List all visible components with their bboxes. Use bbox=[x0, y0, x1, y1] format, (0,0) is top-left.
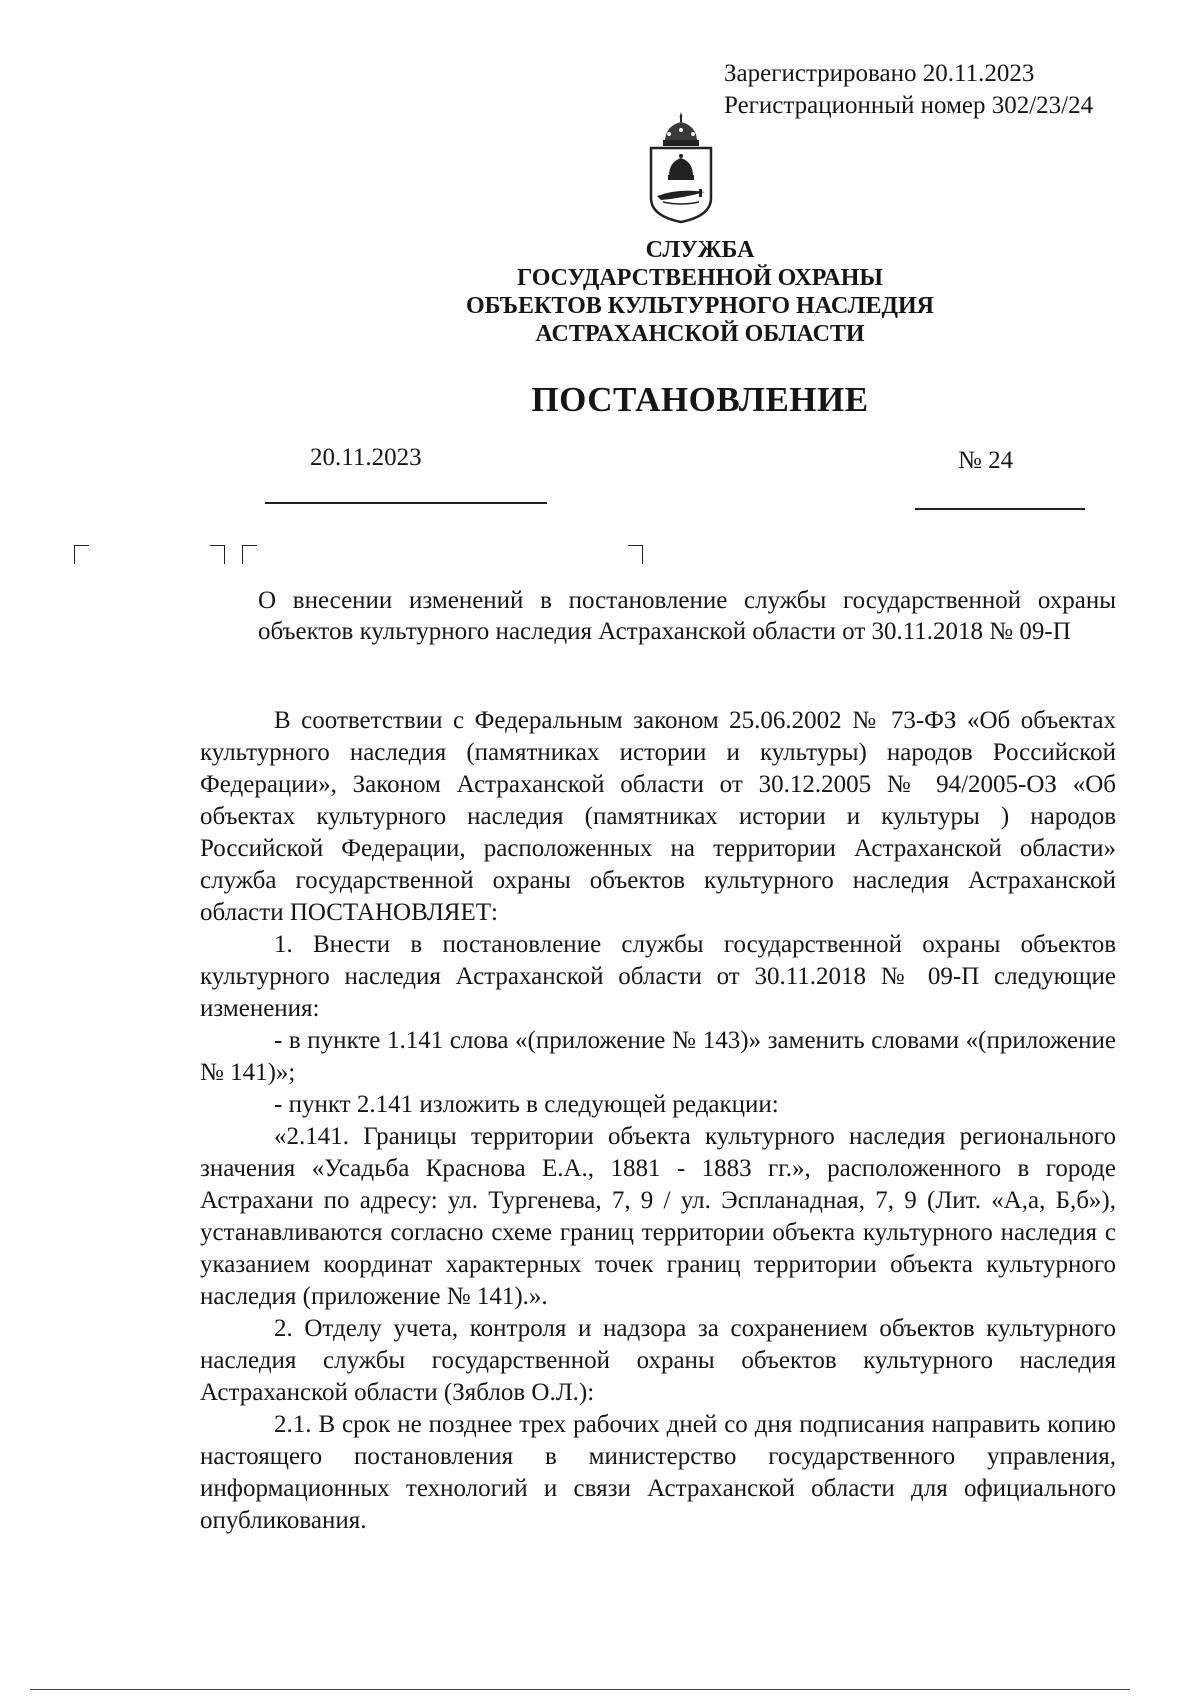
change-paragraph: - пункт 2.141 изложить в следующей редакции: bbox=[274, 1091, 779, 1118]
number-underline bbox=[915, 508, 1085, 510]
new-wording-paragraph: «2.141. Границы территории объекта культурного наследия регионального значения «Усадьба Краснова Е.А., 1881 - 1883 гг.», расположенного в городе Астрахани по адресу: ул. Тургенева, 7, 9 / ул. Эспланадная, 7, 9 (Лит. «А,а, Б,б»), устанавливаются согласно схеме границ территории объекта культурного наследия с указанием координат характерных точек границ территории объекта культурного наследия (приложение № 141).». bbox=[200, 1123, 1116, 1310]
item-2-paragraph: 2. Отделу учета, контроля и надзора за сохранением объектов культурного наследия службы государственной охраны объектов культурного наследия Астраханской области (Зяблов О.Л.): bbox=[200, 1315, 1116, 1406]
organization-line-4: АСТРАХАНСКОЙ ОБЛАСТИ bbox=[535, 321, 865, 347]
document-subject: О внесении изменений в постановление службы государственной охраны объектов культурного наследия Астраханской области от 30.11.2018 № 09-П bbox=[258, 587, 1116, 645]
organization-line-1: СЛУЖБА bbox=[645, 237, 755, 263]
item-1-paragraph: 1. Внести в постановление службы государственной охраны объектов культурного наследия Астраханской области от 30.11.2018 № 09-П следующие изменения: bbox=[200, 931, 1116, 1022]
document-date: 20.11.2023 bbox=[310, 444, 422, 471]
document-type: ПОСТАНОВЛЕНИЕ bbox=[531, 380, 869, 419]
preamble-paragraph: В соответствии с Федеральным законом 25.06.2002 № 73-ФЗ «Об объектах культурного наследия (памятниках истории и культуры) народов Российской Федерации», Законом Астраханской области от 30.12.2005 № 94/2005-ОЗ «Об объектах культурного наследия (памятниках истории и культуры ) народов Российской Федерации, расположенных на территории Астраханской области» служба государственной охраны объектов культурного наследия Астраханской области ПОСТАНОВЛЯЕТ: bbox=[200, 707, 1116, 926]
change-paragraph: - в пункте 1.141 слова «(приложение № 143)» заменить словами «(приложение № 141)»; bbox=[200, 1027, 1116, 1086]
registration-number: Регистрационный номер 302/23/24 bbox=[724, 92, 1094, 119]
organization-line-2: ГОСУДАРСТВЕННОЙ ОХРАНЫ bbox=[517, 265, 883, 291]
subject-corner-mark bbox=[628, 545, 643, 564]
registration-stamp bbox=[724, 58, 1093, 122]
item-2-1-paragraph: 2.1. В срок не позднее трех рабочих дней со дня подписания направить копию настоящего постановления в министерство государственного управления, информационных технологий и связи Астраханской области для официального опубликования. bbox=[200, 1411, 1116, 1534]
subject-corner-mark bbox=[242, 545, 257, 564]
page-bottom-edge bbox=[30, 1689, 1130, 1690]
margin-corner-mark bbox=[210, 545, 225, 564]
organization-line-3: ОБЪЕКТОВ КУЛЬТУРНОГО НАСЛЕДИЯ bbox=[466, 293, 934, 319]
margin-corner-mark bbox=[74, 545, 89, 564]
organization-name bbox=[300, 236, 1100, 348]
astrakhan-coat-of-arms-icon bbox=[641, 110, 721, 225]
document-body bbox=[200, 705, 1116, 1537]
document-number: № 24 bbox=[958, 447, 1014, 474]
date-underline bbox=[265, 502, 547, 504]
registration-date: Зарегистрировано 20.11.2023 bbox=[724, 60, 1035, 87]
